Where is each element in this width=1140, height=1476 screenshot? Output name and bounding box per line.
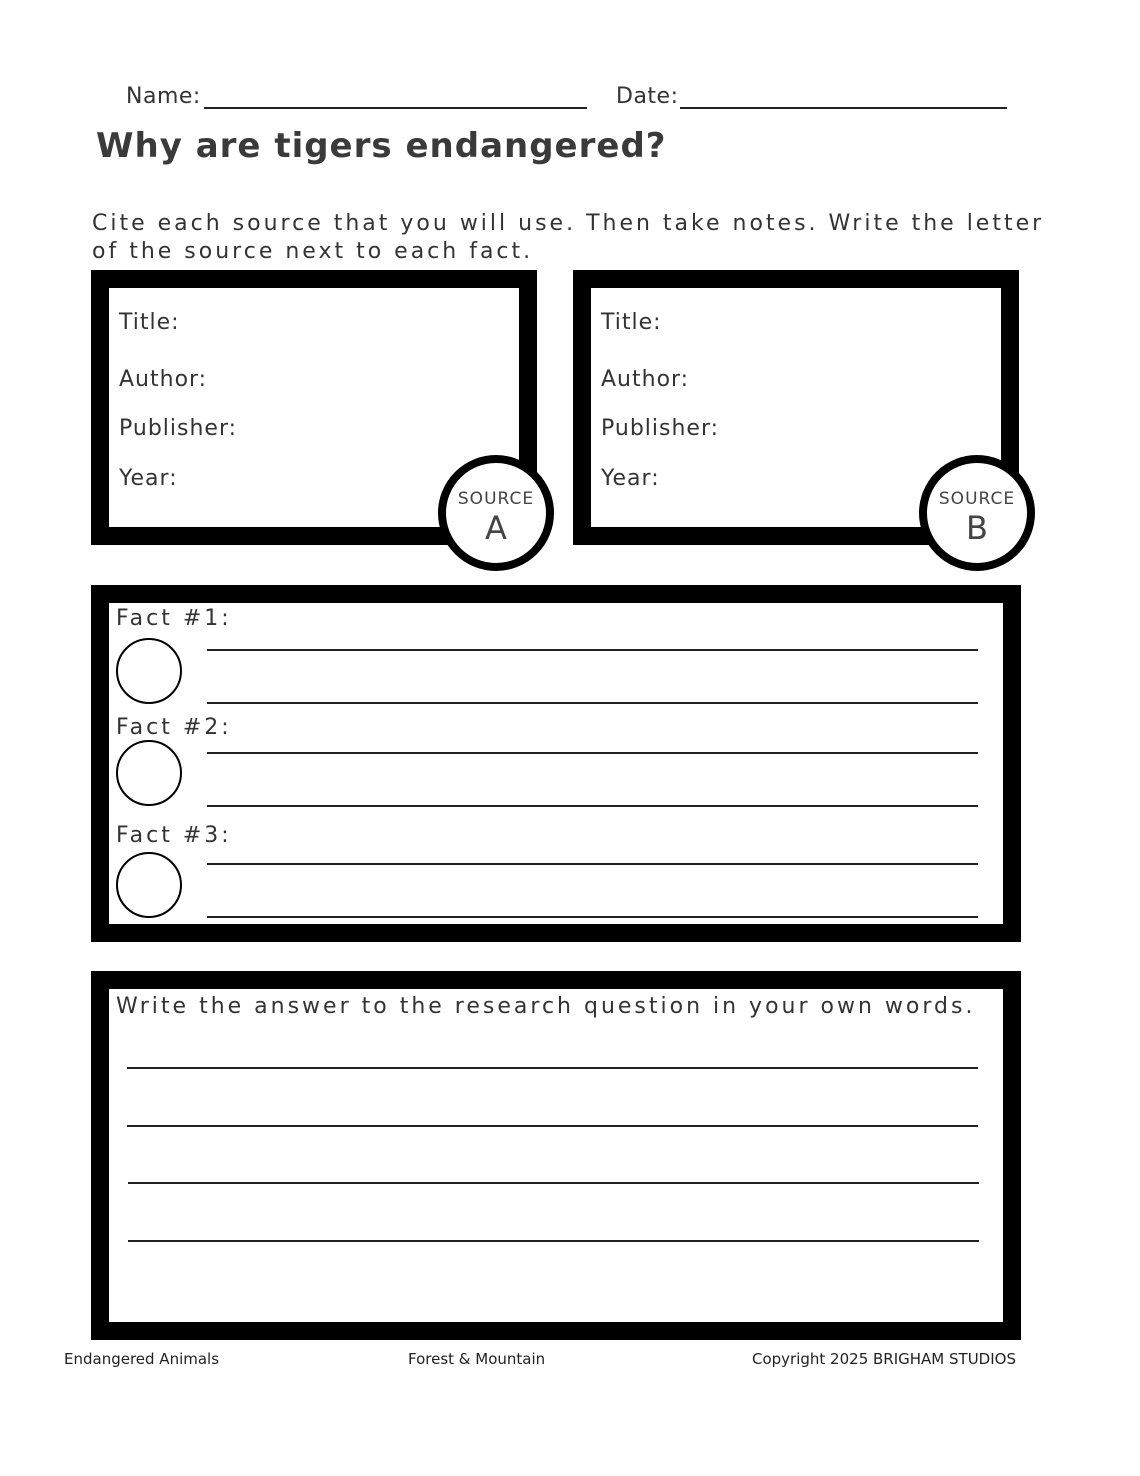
answer-box: [91, 971, 1021, 1340]
source-a-author-label: Author:: [119, 367, 208, 392]
fact-3-source-circle[interactable]: [116, 852, 182, 918]
answer-line-1[interactable]: [127, 1067, 978, 1069]
fact-3-line-2[interactable]: [207, 916, 978, 918]
fact-1-label: Fact #1:: [116, 606, 232, 631]
name-input-line[interactable]: [204, 107, 587, 109]
fact-2-source-circle[interactable]: [116, 740, 182, 806]
answer-line-3[interactable]: [128, 1182, 979, 1184]
source-a-publisher-label: Publisher:: [119, 416, 238, 441]
source-b-year-label: Year:: [601, 466, 660, 491]
fact-3-label: Fact #3:: [116, 823, 232, 848]
answer-line-4[interactable]: [128, 1240, 979, 1242]
source-a-badge-word: SOURCE: [457, 489, 535, 509]
source-b-badge-word: SOURCE: [938, 489, 1016, 509]
fact-3-line-1[interactable]: [207, 863, 978, 865]
footer-right: Copyright 2025 BRIGHAM STUDIOS: [752, 1350, 1016, 1368]
instructions: Cite each source that you will use. Then take notes. Write the letter of the source next to each fact.: [92, 211, 1045, 264]
source-b-publisher-label: Publisher:: [601, 416, 720, 441]
fact-1-source-circle[interactable]: [116, 638, 182, 704]
source-a-year-label: Year:: [119, 466, 178, 491]
source-b-title-label: Title:: [601, 310, 662, 335]
fact-2-line-2[interactable]: [207, 805, 978, 807]
source-a-badge-letter: A: [485, 509, 507, 547]
date-input-line[interactable]: [680, 107, 1007, 109]
answer-line-2[interactable]: [127, 1125, 978, 1127]
page-title: Why are tigers endangered?: [96, 126, 667, 166]
source-b-author-label: Author:: [601, 367, 690, 392]
fact-1-line-2[interactable]: [207, 702, 978, 704]
fact-1-line-1[interactable]: [207, 649, 978, 651]
answer-prompt: Write the answer to the research question in your own words.: [116, 994, 976, 1019]
source-a-title-label: Title:: [119, 310, 180, 335]
footer-left: Endangered Animals: [64, 1350, 220, 1368]
source-a-badge: [438, 455, 554, 571]
footer-center: Forest & Mountain: [408, 1350, 546, 1368]
fact-2-line-1[interactable]: [207, 752, 978, 754]
date-label: Date:: [616, 84, 679, 109]
source-b-badge: [919, 455, 1035, 571]
name-label: Name:: [126, 84, 201, 109]
source-b-badge-letter: B: [966, 509, 988, 547]
fact-2-label: Fact #2:: [116, 715, 232, 740]
facts-box: [91, 585, 1021, 942]
